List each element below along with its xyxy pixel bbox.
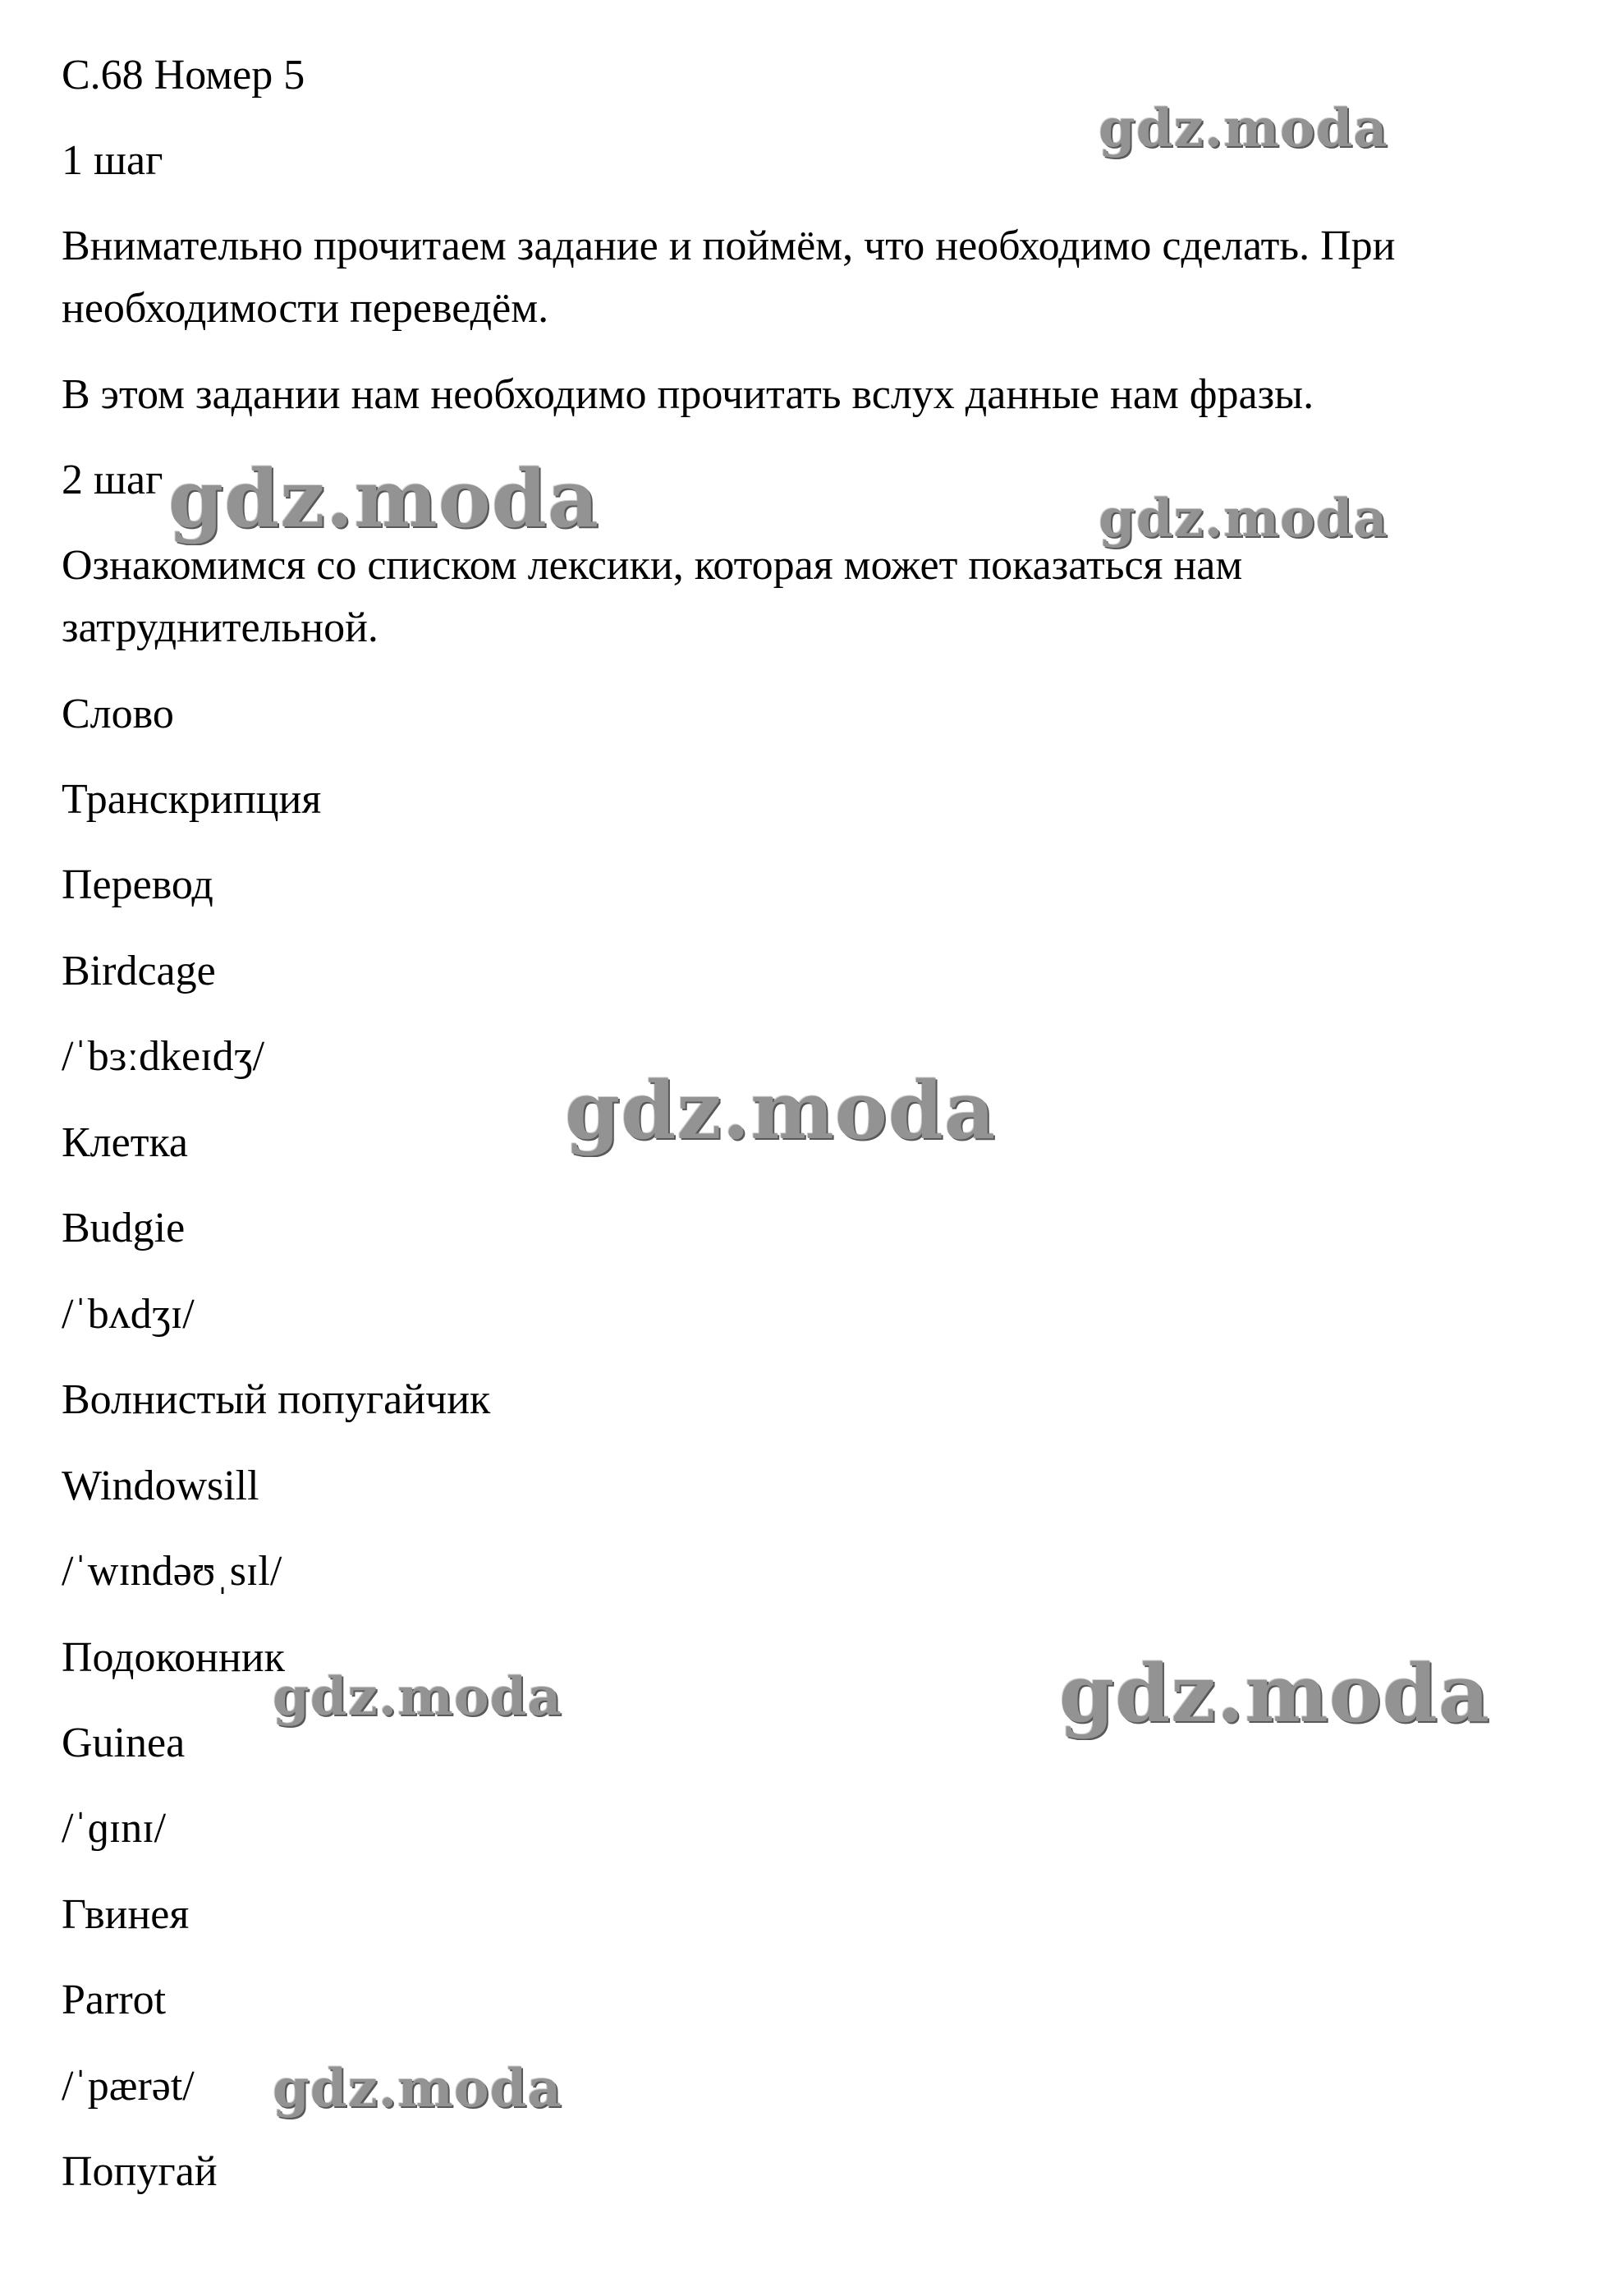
vocab-translation: Волнистый попугайчик (62, 1376, 491, 1423)
vocab-transcription: /ˈɡɪnɪ/ (62, 1805, 167, 1852)
vocab-transcription: /ˈwɪndəʊˌsɪl/ (62, 1548, 282, 1595)
vocab-transcription: /ˈbʌdʒɪ/ (62, 1291, 195, 1338)
vocab-header-translation: Перевод (62, 861, 213, 908)
watermark: gdz.moda (1099, 98, 1388, 159)
vocab-transcription: /ˈpærət/ (62, 2063, 195, 2110)
step-2-label: 2 шаг (62, 457, 163, 503)
watermark: gdz.moda (1099, 488, 1388, 549)
watermark: gdz.moda (565, 1064, 997, 1157)
watermark: gdz.moda (168, 452, 600, 545)
vocab-word: Guinea (62, 1720, 186, 1766)
vocab-translation: Клетка (62, 1119, 188, 1166)
watermark: gdz.moda (273, 2058, 562, 2119)
step-1-task: В этом задании нам необходимо прочитать вслух данные нам фразы. (62, 371, 1314, 418)
vocab-word: Windowsill (62, 1463, 259, 1509)
watermark: gdz.moda (1059, 1647, 1491, 1740)
vocab-transcription: /ˈbɜːdkeɪdʒ/ (62, 1033, 265, 1080)
vocab-translation: Попугай (62, 2148, 218, 2195)
vocab-word: Budgie (62, 1205, 186, 1251)
watermark: gdz.moda (273, 1666, 562, 1728)
vocab-header-transcription: Транскрипция (62, 776, 322, 823)
vocab-word: Parrot (62, 1977, 167, 2023)
vocab-word: Birdcage (62, 948, 216, 994)
vocab-translation: Подоконник (62, 1634, 285, 1681)
vocab-header-word: Слово (62, 691, 174, 737)
step-1-label: 1 шаг (62, 137, 163, 184)
step-1-instruction: Внимательно прочитаем задание и поймём, что необходимо сделать. При необходимости переведём. (62, 223, 1396, 332)
page-title: С.68 Номер 5 (62, 52, 305, 99)
vocab-translation: Гвинея (62, 1891, 190, 1938)
step-2-instruction: Ознакомимся со списком лексики, которая может показаться нам затруднительной. (62, 542, 1243, 651)
